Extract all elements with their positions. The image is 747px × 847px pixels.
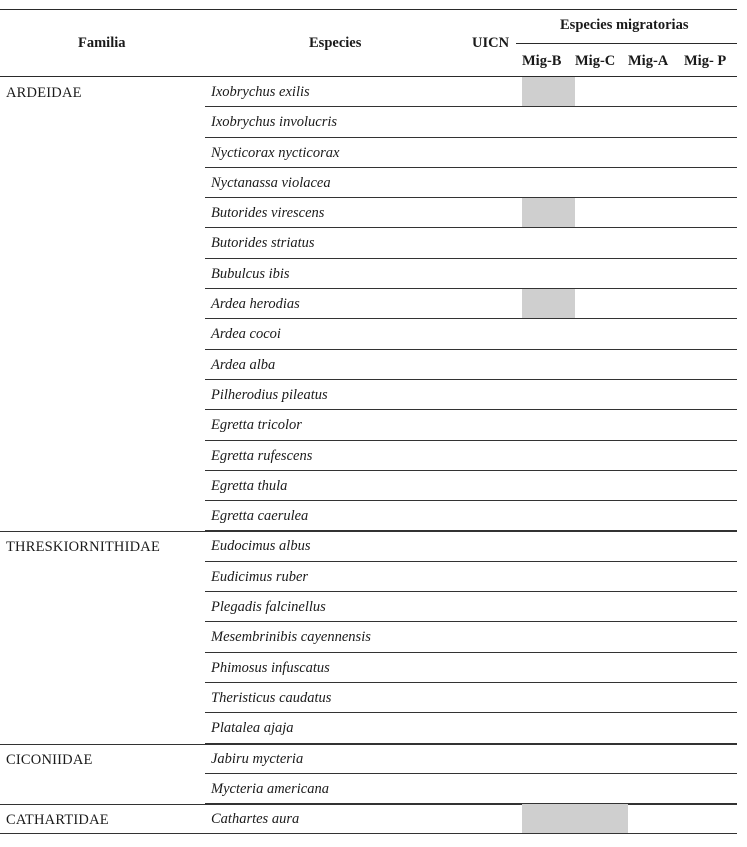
species-name: Phimosus infuscatus [211,659,330,676]
table-row [0,198,737,228]
table-row [0,562,737,592]
table-row [0,138,737,168]
table-row [0,259,737,289]
column-header-mig-c: Mig-C [575,53,616,69]
table-row [0,107,737,137]
species-name: Egretta caerulea [211,508,309,525]
species-name: Ixobrychus involucris [211,114,338,131]
family-separator [0,744,737,745]
species-name: Cathartes aura [211,811,300,828]
family-label: CICONIIDAE [6,751,93,768]
migratorias-underline [516,43,737,44]
species-name: Ardea cocoi [211,326,281,343]
species-name: Egretta thula [211,477,288,494]
table-row [0,653,737,683]
species-name: Nyctanassa violacea [211,174,331,191]
species-name: Eudocimus albus [211,538,311,555]
column-header-mig-b: Mig-B [522,53,562,69]
mig-c-marker [575,804,628,834]
species-table-body [0,77,737,834]
species-name: Pilherodius pileatus [211,386,328,403]
family-label: CATHARTIDAE [6,812,109,829]
table-row [0,592,737,622]
table-row [0,77,737,107]
family-label: ARDEIDAE [6,85,82,101]
species-name: Jabiru mycteria [211,750,304,767]
species-name: Ardea herodias [211,296,300,313]
species-name: Ardea alba [211,356,276,373]
species-name: Egretta tricolor [211,417,302,434]
mig-b-marker [522,804,575,834]
table-row [0,410,737,440]
mig-b-marker [522,289,575,319]
species-name: Nycticorax nycticorax [211,144,340,161]
family-separator [0,531,737,532]
column-header-familia: Familia [78,35,126,51]
mig-b-marker [522,198,575,228]
table-row [0,774,737,804]
column-header-mig-a: Mig-A [628,53,669,69]
table-row [0,471,737,501]
column-header-mig-p: Mig- P [684,53,727,69]
species-name: Plegadis falcinellus [211,599,326,616]
table-top-rule [0,9,737,10]
species-name: Butorides striatus [211,235,315,252]
table-row [0,168,737,198]
species-name: Mesembrinibis cayennensis [211,629,371,646]
table-row [0,744,737,774]
species-name: Butorides virescens [211,205,325,222]
table-row [0,441,737,471]
species-name: Bubulcus ibis [211,265,290,282]
mig-b-marker [522,77,575,107]
species-name: Theristicus caudatus [211,689,332,706]
table-row [0,228,737,258]
table-row [0,380,737,410]
column-header-especies: Especies [309,35,362,51]
table-row [0,501,737,531]
family-label: THRESKIORNITHIDAE [6,539,161,556]
species-name: Ixobrychus exilis [211,84,310,100]
species-name: Eudicimus ruber [211,568,309,585]
species-name: Egretta rufescens [211,447,313,464]
table-row [0,622,737,652]
species-name: Platalea ajaja [211,720,294,737]
table-row [0,683,737,713]
table-row [0,531,737,561]
table-row [0,713,737,743]
table-row [0,289,737,319]
table-row [0,804,737,834]
column-header-especies-migratorias: Especies migratorias [560,17,689,33]
column-header-uicn: UICN [472,35,510,51]
species-name: Mycteria americana [211,780,329,797]
row-separator [0,833,737,834]
table-row [0,319,737,349]
table-row [0,350,737,380]
